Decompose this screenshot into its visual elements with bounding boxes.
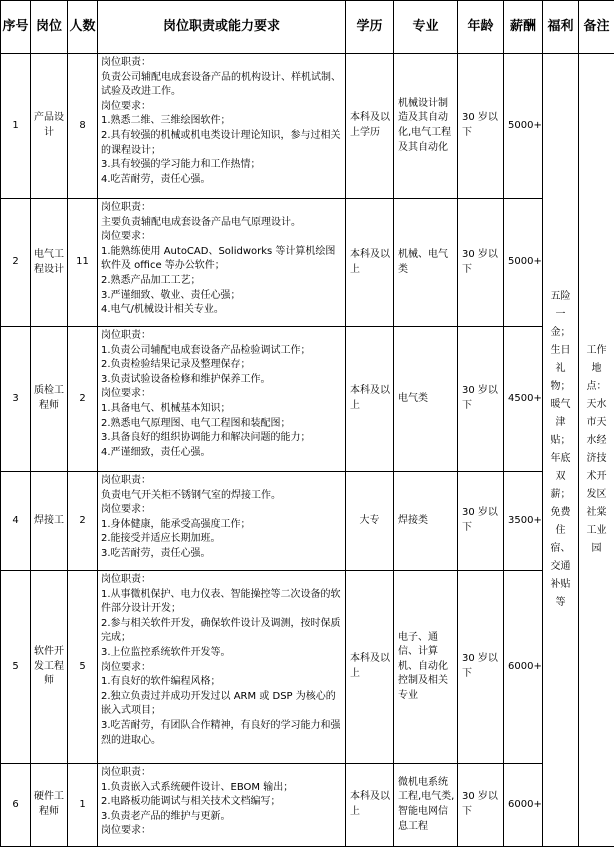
duty-line: 1.有良好的软件编程风格；: [101, 675, 342, 690]
duty-line: 1.负责公司辅配电成套设备产品检验调试工作；: [101, 344, 342, 359]
duty-line: 4.电气/机械设计相关专业。: [101, 303, 342, 318]
duty-line: 4.吃苦耐劳，责任心强。: [101, 173, 342, 188]
row-no: 3: [1, 327, 31, 472]
header-position: 岗位: [31, 1, 68, 54]
duty-line: 负责电气开关柜不锈钢气室的焊接工作。: [101, 489, 342, 504]
duty-line: 负责公司辅配电成套设备产品的机构设计、样机试制、试验及改进工作。: [101, 71, 342, 100]
row-age: 30 岁以下: [458, 472, 504, 571]
duty-line: 岗位职责：: [101, 474, 342, 489]
row-salary: 4500+: [504, 327, 543, 472]
duty-line: 1.从事微机保护、电力仪表、智能操控等二次设备的软件部分设计开发；: [101, 588, 342, 617]
table-row: [1, 571, 614, 764]
duty-line: 2.参与相关软件开发，确保软件设计及调测，按时保质完成；: [101, 617, 342, 646]
duty-line: 3.吃苦耐劳，责任心强。: [101, 547, 342, 562]
row-education: 本科及以上: [346, 327, 394, 472]
row-salary: 5000+: [504, 54, 543, 199]
duty-line: 主要负责辅配电成套设备产品电气原理设计。: [101, 216, 342, 231]
duty-line: 岗位要求：: [101, 230, 342, 245]
benefits-cell: 五险一金；生日礼物；暖气津贴；年底双薪；免费住宿、交通补贴等: [543, 54, 579, 847]
duty-line: 1.负责嵌入式系统硬件设计、EBOM 输出；: [101, 781, 342, 796]
row-duties: [98, 571, 346, 764]
duty-line: 岗位要求：: [101, 824, 342, 839]
row-no: 4: [1, 472, 31, 571]
duty-line: 2.熟悉产品加工工艺；: [101, 274, 342, 289]
header-benefits: 福利: [543, 1, 579, 54]
row-position: 硬件工程师: [31, 764, 68, 847]
table-row: [1, 472, 614, 571]
header-age: 年龄: [458, 1, 504, 54]
row-education: 本科及以上: [346, 199, 394, 327]
table-row: [1, 327, 614, 472]
duty-line: 1.身体健康，能承受高强度工作；: [101, 518, 342, 533]
row-age: 30 岁以下: [458, 199, 504, 327]
header-count: 人数: [68, 1, 98, 54]
duty-line: 3.负责老产品的维护与更新。: [101, 810, 342, 825]
row-major: 微机电系统工程,电气类,智能电网信息工程: [394, 764, 458, 847]
duty-line: 2.具有较强的机械或机电类设计理论知识，参与过相关的课程设计；: [101, 129, 342, 158]
row-salary: 6000+: [504, 764, 543, 847]
duty-line: 3.具备良好的组织协调能力和解决问题的能力；: [101, 431, 342, 446]
row-count: 2: [68, 327, 98, 472]
duty-line: 1.具备电气、机械基本知识；: [101, 402, 342, 417]
duty-line: 岗位要求：: [101, 661, 342, 676]
header-remarks: 备注: [579, 1, 614, 54]
row-count: 8: [68, 54, 98, 199]
row-no: 2: [1, 199, 31, 327]
duty-line: 1.能熟练使用 AutoCAD、Solidworks 等计算机绘图软件及 office 等办公软件；: [101, 245, 342, 274]
header-salary: 薪酬: [504, 1, 543, 54]
duty-line: 3.负责试验设备检修和维护保养工作。: [101, 373, 342, 388]
duty-line: 2.熟悉电气原理图、电气工程图和装配图；: [101, 417, 342, 432]
row-education: 本科及以上: [346, 764, 394, 847]
duty-line: 岗位职责：: [101, 329, 342, 344]
row-no: 6: [1, 764, 31, 847]
row-education: 大专: [346, 472, 394, 571]
row-salary: 3500+: [504, 472, 543, 571]
table-row: [1, 199, 614, 327]
duty-line: 岗位要求：: [101, 387, 342, 402]
row-age: 30 岁以下: [458, 54, 504, 199]
row-education: 本科及以上: [346, 571, 394, 764]
remarks-cell: 工作地点：天水市天水经济技术开发区社棠工业园: [579, 54, 614, 847]
table-row: [1, 764, 614, 847]
duty-line: 2.能接受并适应长期加班。: [101, 532, 342, 547]
duty-line: 4.严谨细致，责任心强。: [101, 446, 342, 461]
duty-line: 岗位要求：: [101, 100, 342, 115]
row-no: 1: [1, 54, 31, 199]
table-row: [1, 54, 614, 199]
row-position: 质检工程师: [31, 327, 68, 472]
row-major: 机械、电气类: [394, 199, 458, 327]
row-major: 机械设计制造及其自动化,电气工程及其自动化: [394, 54, 458, 199]
row-duties: [98, 54, 346, 199]
row-education: 本科及以上学历: [346, 54, 394, 199]
duty-line: 3.严谨细致、敬业、责任心强；: [101, 289, 342, 304]
header-duties: 岗位职责或能力要求: [98, 1, 346, 54]
row-duties: [98, 764, 346, 847]
header-row: [1, 1, 614, 54]
row-duties: [98, 327, 346, 472]
duty-line: 3.吃苦耐劳，有团队合作精神，有良好的学习能力和强烈的进取心。: [101, 719, 342, 748]
header-education: 学历: [346, 1, 394, 54]
row-position: 电气工程设计: [31, 199, 68, 327]
row-position: 产品设计: [31, 54, 68, 199]
duty-line: 2.负责检验结果记录及整理保存；: [101, 358, 342, 373]
row-major: 焊接类: [394, 472, 458, 571]
row-major: 电子、通信、计算机、自动化控制及相关专业: [394, 571, 458, 764]
duty-line: 岗位要求：: [101, 503, 342, 518]
row-no: 5: [1, 571, 31, 764]
row-salary: 6000+: [504, 571, 543, 764]
row-age: 30 岁以下: [458, 764, 504, 847]
duty-line: 3.具有较强的学习能力和工作热情；: [101, 158, 342, 173]
row-duties: [98, 199, 346, 327]
header-no: 序号: [1, 1, 31, 54]
row-age: 30 岁以下: [458, 327, 504, 472]
duty-line: 岗位职责：: [101, 56, 342, 71]
duty-line: 3.上位监控系统软件开发等。: [101, 646, 342, 661]
row-major: 电气类: [394, 327, 458, 472]
row-count: 2: [68, 472, 98, 571]
row-count: 1: [68, 764, 98, 847]
duty-line: 1.熟悉二维、三维绘图软件；: [101, 114, 342, 129]
row-position: 焊接工: [31, 472, 68, 571]
row-age: 30 岁以下: [458, 571, 504, 764]
row-count: 5: [68, 571, 98, 764]
row-salary: 5000+: [504, 199, 543, 327]
duty-line: 2.独立负责过并成功开发过以 ARM 或 DSP 为核心的嵌入式项目；: [101, 690, 342, 719]
duty-line: 岗位职责：: [101, 573, 342, 588]
header-major: 专业: [394, 1, 458, 54]
row-position: 软件开发工程师: [31, 571, 68, 764]
row-count: 11: [68, 199, 98, 327]
duty-line: 2.电路板功能调试与相关技术文档编写；: [101, 795, 342, 810]
row-duties: [98, 472, 346, 571]
duty-line: 岗位职责：: [101, 201, 342, 216]
duty-line: 岗位职责：: [101, 766, 342, 781]
